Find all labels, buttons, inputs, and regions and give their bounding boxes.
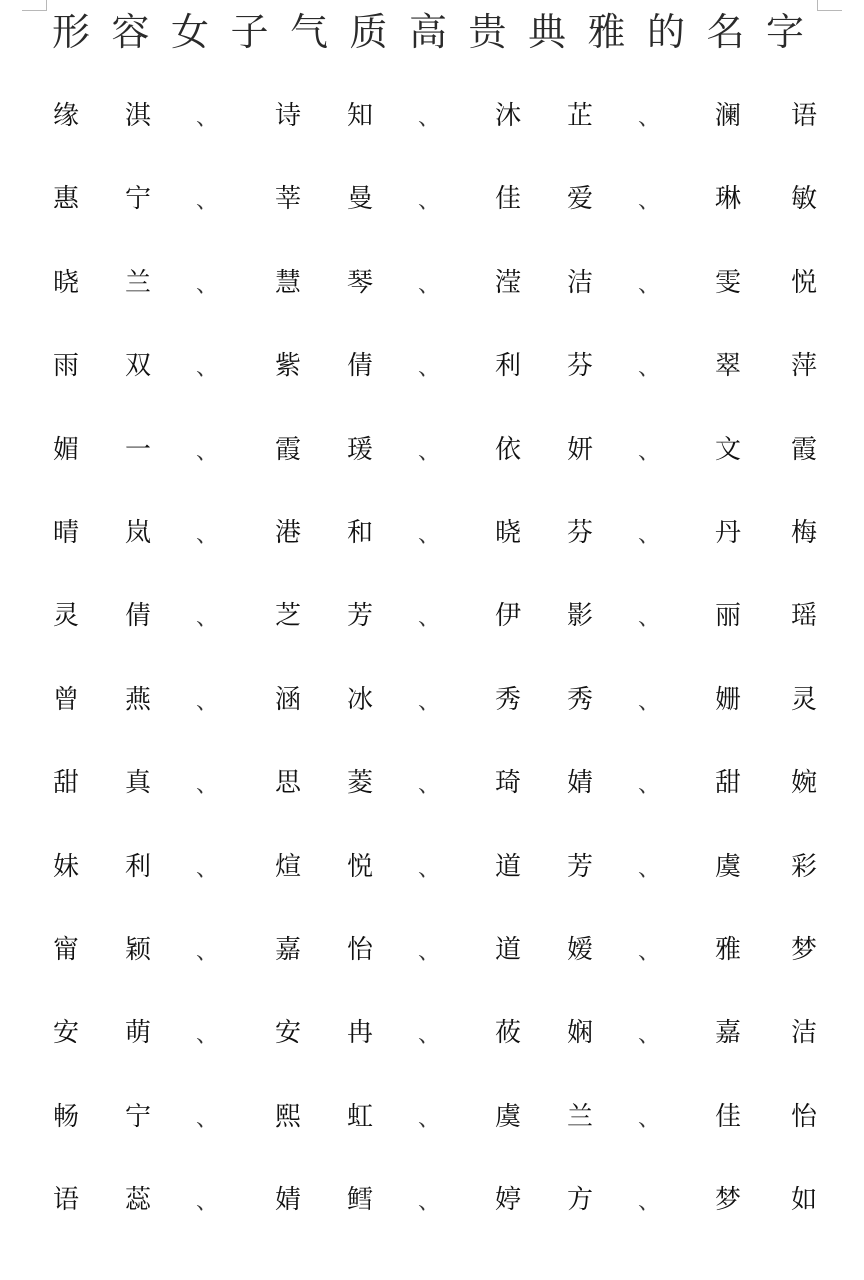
name-character: 佳 bbox=[714, 1102, 741, 1132]
name-character: 港 bbox=[274, 518, 301, 548]
name-character: 真 bbox=[124, 768, 151, 798]
name-separator: 、 bbox=[417, 690, 440, 715]
name-separator: 、 bbox=[637, 440, 660, 465]
name-row bbox=[0, 513, 864, 553]
name-character: 姗 bbox=[714, 685, 741, 715]
name-row bbox=[0, 596, 864, 636]
name-row bbox=[0, 346, 864, 386]
name-character: 婉 bbox=[790, 768, 817, 798]
name-separator: 、 bbox=[637, 523, 660, 548]
name-row bbox=[0, 847, 864, 887]
name-character: 梦 bbox=[790, 935, 817, 965]
name-character: 雯 bbox=[714, 268, 741, 298]
name-character: 怡 bbox=[790, 1102, 817, 1132]
name-character: 雨 bbox=[52, 351, 79, 381]
name-separator: 、 bbox=[417, 189, 440, 214]
name-character: 蕊 bbox=[124, 1185, 151, 1215]
name-character: 爱 bbox=[566, 184, 593, 214]
name-character: 琴 bbox=[346, 268, 373, 298]
name-character: 和 bbox=[346, 518, 373, 548]
name-row bbox=[0, 763, 864, 803]
name-separator: 、 bbox=[417, 857, 440, 882]
name-separator: 、 bbox=[417, 106, 440, 131]
name-character: 妍 bbox=[566, 435, 593, 465]
name-separator: 、 bbox=[637, 690, 660, 715]
name-character: 芬 bbox=[566, 351, 593, 381]
name-separator: 、 bbox=[637, 106, 660, 131]
name-character: 畅 bbox=[52, 1102, 79, 1132]
name-character: 方 bbox=[566, 1185, 593, 1215]
name-character: 一 bbox=[124, 435, 151, 465]
name-character: 冉 bbox=[346, 1018, 373, 1048]
name-character: 道 bbox=[494, 852, 521, 882]
name-character: 梦 bbox=[714, 1185, 741, 1215]
name-character: 如 bbox=[790, 1185, 817, 1215]
name-character: 芳 bbox=[566, 852, 593, 882]
name-separator: 、 bbox=[637, 189, 660, 214]
name-separator: 、 bbox=[417, 356, 440, 381]
name-row bbox=[0, 680, 864, 720]
name-character: 鳕 bbox=[346, 1185, 373, 1215]
name-character: 甜 bbox=[52, 768, 79, 798]
name-character: 涵 bbox=[274, 685, 301, 715]
name-character: 诗 bbox=[274, 101, 301, 131]
name-row bbox=[0, 263, 864, 303]
name-separator: 、 bbox=[637, 1190, 660, 1215]
name-character: 利 bbox=[494, 351, 521, 381]
name-row bbox=[0, 1097, 864, 1137]
name-character: 慧 bbox=[274, 268, 301, 298]
name-character: 梅 bbox=[790, 518, 817, 548]
name-character: 灵 bbox=[52, 601, 79, 631]
name-character: 晓 bbox=[494, 518, 521, 548]
name-separator: 、 bbox=[637, 1107, 660, 1132]
name-character: 文 bbox=[714, 435, 741, 465]
name-character: 芬 bbox=[566, 518, 593, 548]
name-separator: 、 bbox=[195, 690, 218, 715]
name-character: 菱 bbox=[346, 768, 373, 798]
name-character: 丽 bbox=[714, 601, 741, 631]
name-character: 虞 bbox=[714, 852, 741, 882]
name-character: 彩 bbox=[790, 852, 817, 882]
name-separator: 、 bbox=[195, 273, 218, 298]
name-separator: 、 bbox=[195, 523, 218, 548]
name-character: 莘 bbox=[274, 184, 301, 214]
name-character: 惠 bbox=[52, 184, 79, 214]
name-separator: 、 bbox=[417, 773, 440, 798]
name-character: 曾 bbox=[52, 685, 79, 715]
name-character: 滢 bbox=[494, 268, 521, 298]
name-separator: 、 bbox=[195, 440, 218, 465]
name-separator: 、 bbox=[637, 606, 660, 631]
name-character: 知 bbox=[346, 101, 373, 131]
name-separator: 、 bbox=[195, 1190, 218, 1215]
name-character: 虹 bbox=[346, 1102, 373, 1132]
name-character: 悦 bbox=[346, 852, 373, 882]
name-separator: 、 bbox=[195, 773, 218, 798]
name-character: 依 bbox=[494, 435, 521, 465]
name-character: 宁 bbox=[124, 184, 151, 214]
name-character: 嫒 bbox=[566, 935, 593, 965]
name-character: 敏 bbox=[790, 184, 817, 214]
name-separator: 、 bbox=[195, 857, 218, 882]
name-character: 悦 bbox=[790, 268, 817, 298]
name-separator: 、 bbox=[195, 189, 218, 214]
name-separator: 、 bbox=[195, 940, 218, 965]
name-character: 兰 bbox=[124, 268, 151, 298]
name-character: 伊 bbox=[494, 601, 521, 631]
name-character: 倩 bbox=[346, 351, 373, 381]
name-separator: 、 bbox=[417, 1190, 440, 1215]
name-row bbox=[0, 1180, 864, 1220]
name-character: 虞 bbox=[494, 1102, 521, 1132]
name-character: 嘉 bbox=[274, 935, 301, 965]
name-character: 娴 bbox=[566, 1018, 593, 1048]
name-character: 妹 bbox=[52, 852, 79, 882]
name-character: 秀 bbox=[494, 685, 521, 715]
name-separator: 、 bbox=[637, 773, 660, 798]
name-separator: 、 bbox=[637, 273, 660, 298]
name-row bbox=[0, 430, 864, 470]
name-character: 怡 bbox=[346, 935, 373, 965]
name-character: 甯 bbox=[52, 935, 79, 965]
name-separator: 、 bbox=[637, 1023, 660, 1048]
name-character: 宁 bbox=[124, 1102, 151, 1132]
name-character: 思 bbox=[274, 768, 301, 798]
name-row bbox=[0, 930, 864, 970]
name-character: 芳 bbox=[346, 601, 373, 631]
name-row bbox=[0, 96, 864, 136]
name-separator: 、 bbox=[195, 1107, 218, 1132]
name-separator: 、 bbox=[637, 940, 660, 965]
name-character: 语 bbox=[790, 101, 817, 131]
name-character: 曼 bbox=[346, 184, 373, 214]
name-character: 霞 bbox=[790, 435, 817, 465]
name-character: 佳 bbox=[494, 184, 521, 214]
name-character: 媚 bbox=[52, 435, 79, 465]
name-character: 熙 bbox=[274, 1102, 301, 1132]
name-character: 缘 bbox=[52, 101, 79, 131]
name-character: 霞 bbox=[274, 435, 301, 465]
name-character: 冰 bbox=[346, 685, 373, 715]
name-row bbox=[0, 179, 864, 219]
name-character: 兰 bbox=[566, 1102, 593, 1132]
name-separator: 、 bbox=[637, 857, 660, 882]
name-character: 秀 bbox=[566, 685, 593, 715]
name-character: 晴 bbox=[52, 518, 79, 548]
name-character: 澜 bbox=[714, 101, 741, 131]
name-separator: 、 bbox=[417, 606, 440, 631]
name-separator: 、 bbox=[195, 356, 218, 381]
name-character: 婧 bbox=[274, 1185, 301, 1215]
name-character: 甜 bbox=[714, 768, 741, 798]
name-separator: 、 bbox=[417, 940, 440, 965]
name-separator: 、 bbox=[417, 440, 440, 465]
name-separator: 、 bbox=[417, 523, 440, 548]
name-character: 倩 bbox=[124, 601, 151, 631]
name-character: 安 bbox=[52, 1018, 79, 1048]
name-character: 琳 bbox=[714, 184, 741, 214]
name-separator: 、 bbox=[417, 1107, 440, 1132]
name-separator: 、 bbox=[637, 356, 660, 381]
name-character: 煊 bbox=[274, 852, 301, 882]
name-character: 丹 bbox=[714, 518, 741, 548]
name-character: 语 bbox=[52, 1185, 79, 1215]
name-character: 萌 bbox=[124, 1018, 151, 1048]
name-character: 双 bbox=[124, 351, 151, 381]
name-character: 晓 bbox=[52, 268, 79, 298]
name-character: 雅 bbox=[714, 935, 741, 965]
name-character: 灵 bbox=[790, 685, 817, 715]
name-separator: 、 bbox=[195, 1023, 218, 1048]
name-character: 翠 bbox=[714, 351, 741, 381]
name-character: 利 bbox=[124, 852, 151, 882]
name-character: 洁 bbox=[566, 268, 593, 298]
name-character: 嘉 bbox=[714, 1018, 741, 1048]
name-character: 颖 bbox=[124, 935, 151, 965]
name-separator: 、 bbox=[195, 606, 218, 631]
name-character: 紫 bbox=[274, 351, 301, 381]
page-corner-mark-left bbox=[22, 0, 47, 11]
name-character: 安 bbox=[274, 1018, 301, 1048]
name-character: 洁 bbox=[790, 1018, 817, 1048]
page-title: 形容女子气质高贵典雅的名字 bbox=[52, 10, 826, 54]
name-separator: 、 bbox=[417, 1023, 440, 1048]
name-character: 萍 bbox=[790, 351, 817, 381]
name-character: 道 bbox=[494, 935, 521, 965]
name-character: 芝 bbox=[274, 601, 301, 631]
name-character: 瑶 bbox=[790, 601, 817, 631]
name-character: 岚 bbox=[124, 518, 151, 548]
name-character: 芷 bbox=[566, 101, 593, 131]
name-character: 婧 bbox=[566, 768, 593, 798]
name-character: 莜 bbox=[494, 1018, 521, 1048]
name-character: 淇 bbox=[124, 101, 151, 131]
name-character: 沐 bbox=[494, 101, 521, 131]
name-separator: 、 bbox=[195, 106, 218, 131]
name-character: 燕 bbox=[124, 685, 151, 715]
name-character: 影 bbox=[566, 601, 593, 631]
name-separator: 、 bbox=[417, 273, 440, 298]
name-character: 琦 bbox=[494, 768, 521, 798]
name-character: 婷 bbox=[494, 1185, 521, 1215]
name-row bbox=[0, 1013, 864, 1053]
name-character: 瑗 bbox=[346, 435, 373, 465]
